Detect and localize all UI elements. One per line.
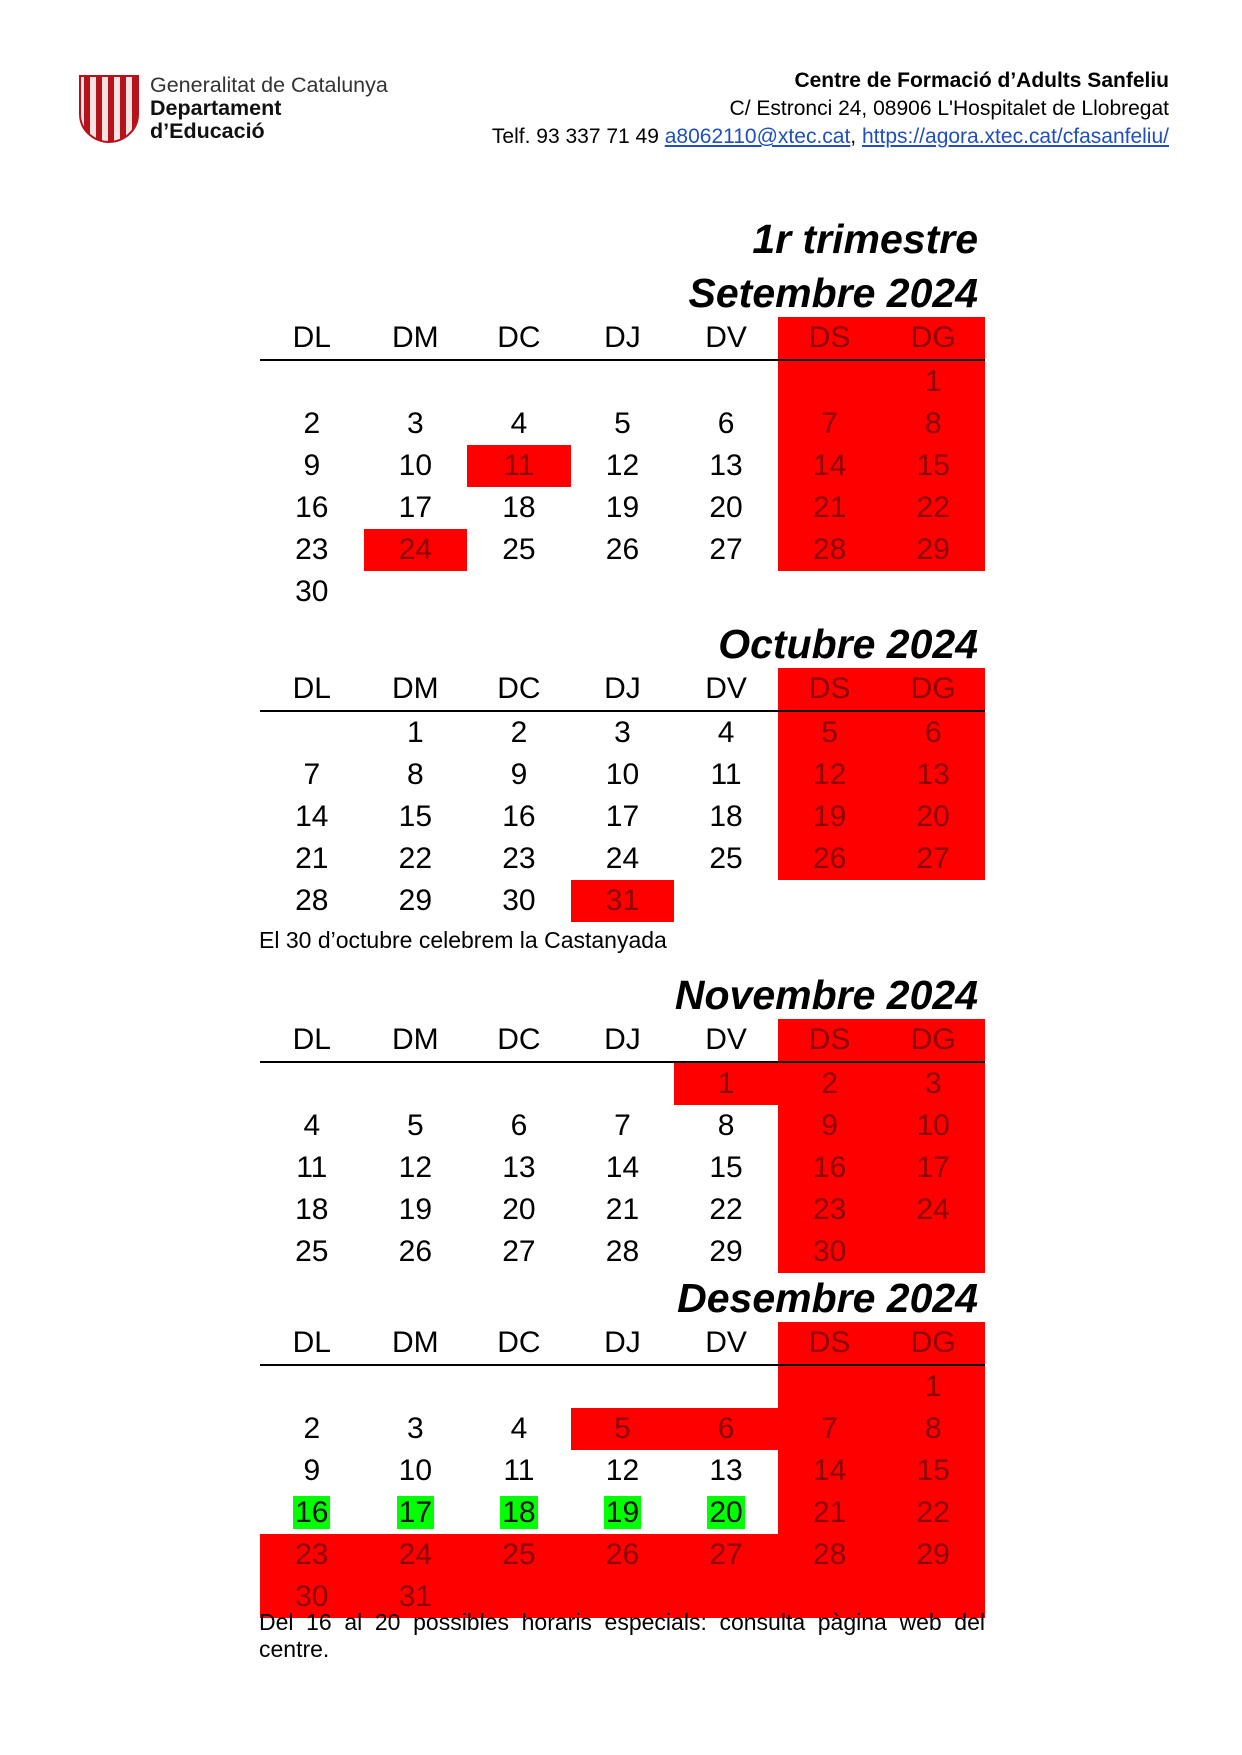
day-cell: 31 bbox=[364, 1576, 468, 1618]
month-title-octubre: Octubre 2024 bbox=[718, 621, 978, 667]
day-cell: 11 bbox=[467, 445, 571, 487]
day-cell bbox=[364, 571, 468, 613]
day-cell: 25 bbox=[709, 842, 743, 875]
day-cell: 1 bbox=[407, 716, 424, 749]
weekday-header bbox=[260, 317, 985, 361]
day-cell: 19 bbox=[778, 796, 882, 838]
day-cell: 21 bbox=[295, 842, 329, 875]
day-cell: 16 bbox=[778, 1147, 882, 1189]
day-cell: 5 bbox=[778, 712, 882, 754]
day-cell: 13 bbox=[709, 1454, 743, 1487]
day-cell: 7 bbox=[614, 1109, 631, 1142]
day-cell: 6 bbox=[881, 712, 985, 754]
logo-text bbox=[150, 74, 388, 143]
weekday-dl: DL bbox=[292, 672, 331, 705]
calendar-desembre bbox=[260, 1322, 985, 1618]
week-row bbox=[260, 1105, 985, 1147]
day-cell: 17 bbox=[881, 1147, 985, 1189]
day-cell bbox=[364, 1492, 468, 1534]
day-cell: 23 bbox=[260, 1534, 364, 1576]
day-cell bbox=[778, 361, 882, 403]
day-cell: 27 bbox=[674, 1534, 778, 1576]
day-cell: 17 bbox=[605, 800, 640, 833]
week-row bbox=[260, 1231, 985, 1273]
day-cell bbox=[260, 1366, 364, 1408]
day-cell: 18 bbox=[295, 1193, 329, 1226]
day-cell: 12 bbox=[605, 1454, 640, 1487]
weekday-dg: DG bbox=[881, 317, 985, 359]
day-cell: 21 bbox=[778, 487, 882, 529]
day-cell: 17 bbox=[398, 491, 433, 524]
day-cell: 31 bbox=[571, 880, 675, 922]
day-cell: 5 bbox=[407, 1109, 424, 1142]
weekday-ds: DS bbox=[778, 668, 882, 710]
week-row bbox=[260, 1408, 985, 1450]
day-cell: 25 bbox=[295, 1235, 329, 1268]
month-title-novembre: Novembre 2024 bbox=[674, 972, 978, 1018]
generalitat-logo-icon bbox=[78, 74, 140, 144]
day-number: 19 bbox=[605, 1496, 640, 1529]
weekday-dv: DV bbox=[705, 1023, 747, 1056]
day-cell: 23 bbox=[295, 533, 329, 566]
weekday-header bbox=[260, 1019, 985, 1063]
day-cell: 24 bbox=[364, 529, 468, 571]
day-cell bbox=[674, 571, 778, 613]
day-cell: 28 bbox=[295, 884, 329, 917]
day-cell: 3 bbox=[614, 716, 631, 749]
day-cell: 27 bbox=[709, 533, 743, 566]
logo-line-1: Generalitat de Catalunya bbox=[150, 73, 388, 97]
day-cell: 10 bbox=[605, 758, 640, 791]
day-cell: 7 bbox=[303, 758, 321, 791]
day-cell bbox=[778, 1366, 882, 1408]
day-cell: 18 bbox=[502, 491, 536, 524]
day-cell: 28 bbox=[778, 1534, 882, 1576]
week-row bbox=[260, 1189, 985, 1231]
day-cell: 14 bbox=[605, 1151, 640, 1184]
day-cell: 29 bbox=[398, 884, 433, 917]
day-cell bbox=[260, 1492, 364, 1534]
day-cell: 2 bbox=[303, 407, 321, 440]
month-title-desembre: Desembre 2024 bbox=[677, 1275, 978, 1321]
day-cell bbox=[467, 361, 571, 403]
weekday-dj: DJ bbox=[604, 321, 641, 354]
day-cell: 14 bbox=[295, 800, 329, 833]
week-row bbox=[260, 1366, 985, 1408]
center-info bbox=[492, 67, 1169, 151]
day-cell bbox=[674, 1366, 778, 1408]
day-cell: 3 bbox=[407, 407, 424, 440]
day-cell: 7 bbox=[778, 403, 882, 445]
day-cell: 3 bbox=[881, 1063, 985, 1105]
day-cell: 26 bbox=[398, 1235, 433, 1268]
weekday-dc: DC bbox=[497, 672, 541, 705]
day-cell: 29 bbox=[709, 1235, 743, 1268]
day-cell: 28 bbox=[778, 529, 882, 571]
day-cell: 18 bbox=[709, 800, 743, 833]
day-cell: 15 bbox=[398, 800, 433, 833]
day-cell bbox=[260, 1063, 364, 1105]
logo-line-2: Departament bbox=[150, 96, 282, 120]
day-cell: 20 bbox=[502, 1193, 536, 1226]
week-row bbox=[260, 754, 985, 796]
day-cell: 11 bbox=[503, 1454, 535, 1487]
weekday-dc: DC bbox=[497, 1023, 541, 1056]
day-cell bbox=[467, 1063, 571, 1105]
day-cell bbox=[674, 880, 778, 922]
day-cell bbox=[881, 880, 985, 922]
day-cell: 7 bbox=[778, 1408, 882, 1450]
weekday-dl: DL bbox=[292, 321, 331, 354]
website-link[interactable]: https://agora.xtec.cat/cfasanfeliu/ bbox=[861, 125, 1169, 148]
day-cell bbox=[364, 1366, 468, 1408]
center-address: C/ Estronci 24, 08906 L'Hospitalet de Llobregat bbox=[729, 97, 1169, 120]
day-cell: 8 bbox=[881, 403, 985, 445]
weekday-ds: DS bbox=[778, 317, 882, 359]
week-row bbox=[260, 880, 985, 922]
day-cell: 13 bbox=[709, 449, 743, 482]
weekday-header bbox=[260, 668, 985, 712]
week-row bbox=[260, 403, 985, 445]
logo-line-3: d’Educació bbox=[150, 119, 265, 143]
day-cell: 4 bbox=[510, 1412, 528, 1445]
day-cell: 13 bbox=[881, 754, 985, 796]
day-cell: 6 bbox=[510, 1109, 528, 1142]
day-cell: 10 bbox=[398, 449, 433, 482]
day-cell: 2 bbox=[778, 1063, 882, 1105]
weekday-ds: DS bbox=[778, 1019, 882, 1061]
day-cell: 22 bbox=[398, 842, 433, 875]
day-cell: 15 bbox=[881, 445, 985, 487]
day-cell: 26 bbox=[605, 533, 640, 566]
week-row bbox=[260, 1492, 985, 1534]
day-cell: 26 bbox=[571, 1534, 675, 1576]
day-cell: 24 bbox=[881, 1189, 985, 1231]
week-row bbox=[260, 1147, 985, 1189]
day-cell bbox=[571, 361, 675, 403]
weekday-dm: DM bbox=[392, 672, 439, 705]
week-row bbox=[260, 796, 985, 838]
weekday-dv: DV bbox=[705, 1326, 747, 1359]
weekday-dg: DG bbox=[881, 668, 985, 710]
weekday-dm: DM bbox=[392, 1023, 439, 1056]
day-cell: 6 bbox=[674, 1408, 778, 1450]
day-cell: 30 bbox=[778, 1231, 882, 1273]
day-cell bbox=[778, 571, 882, 613]
day-cell: 2 bbox=[303, 1412, 321, 1445]
week-row bbox=[260, 1450, 985, 1492]
day-cell bbox=[467, 571, 571, 613]
day-cell: 11 bbox=[710, 758, 742, 791]
day-cell bbox=[881, 571, 985, 613]
day-cell: 21 bbox=[778, 1492, 882, 1534]
day-number: 17 bbox=[398, 1496, 433, 1529]
day-cell: 4 bbox=[510, 407, 528, 440]
day-cell: 16 bbox=[295, 491, 329, 524]
day-cell: 9 bbox=[778, 1105, 882, 1147]
week-row bbox=[260, 1534, 985, 1576]
day-cell: 30 bbox=[260, 1576, 364, 1618]
day-cell: 16 bbox=[502, 800, 536, 833]
day-cell: 3 bbox=[407, 1412, 424, 1445]
day-cell: 23 bbox=[778, 1189, 882, 1231]
day-cell bbox=[778, 880, 882, 922]
day-cell bbox=[364, 1063, 468, 1105]
day-cell: 14 bbox=[778, 445, 882, 487]
day-cell: 8 bbox=[407, 758, 424, 791]
day-cell: 10 bbox=[881, 1105, 985, 1147]
day-cell bbox=[571, 571, 675, 613]
day-cell: 30 bbox=[502, 884, 536, 917]
day-cell: 27 bbox=[881, 838, 985, 880]
day-cell: 27 bbox=[502, 1235, 536, 1268]
day-cell: 29 bbox=[881, 1534, 985, 1576]
weekday-dg: DG bbox=[881, 1322, 985, 1364]
week-row bbox=[260, 571, 985, 613]
special-hours-note: Del 16 al 20 possibles horaris especials: consulta pàgina web del centre. bbox=[259, 1609, 985, 1662]
day-cell: 9 bbox=[510, 758, 528, 791]
weekday-dg: DG bbox=[881, 1019, 985, 1061]
day-cell: 30 bbox=[295, 575, 329, 608]
separator: , bbox=[850, 125, 857, 148]
day-number: 18 bbox=[502, 1496, 536, 1529]
day-cell: 12 bbox=[778, 754, 882, 796]
day-cell: 1 bbox=[674, 1063, 778, 1105]
day-cell: 4 bbox=[717, 716, 735, 749]
week-row bbox=[260, 529, 985, 571]
month-title-setembre: Setembre 2024 bbox=[688, 270, 978, 316]
day-cell bbox=[571, 1063, 675, 1105]
weekday-dv: DV bbox=[705, 321, 747, 354]
weekday-dc: DC bbox=[497, 1326, 541, 1359]
phone: Telf. 93 337 71 49 bbox=[491, 125, 659, 148]
castanyada-note: El 30 d’octubre celebrem la Castanyada bbox=[259, 927, 667, 953]
day-cell: 26 bbox=[778, 838, 882, 880]
week-row bbox=[260, 361, 985, 403]
day-cell bbox=[467, 1492, 571, 1534]
day-cell: 22 bbox=[881, 487, 985, 529]
center-name: Centre de Formació d’Adults Sanfeliu bbox=[794, 69, 1169, 92]
weekday-ds: DS bbox=[778, 1322, 882, 1364]
week-row bbox=[260, 712, 985, 754]
contact-line bbox=[492, 123, 1169, 151]
day-cell bbox=[364, 361, 468, 403]
day-cell: 29 bbox=[881, 529, 985, 571]
day-cell: 15 bbox=[881, 1450, 985, 1492]
day-cell: 5 bbox=[614, 407, 631, 440]
day-cell bbox=[571, 1366, 675, 1408]
day-cell: 12 bbox=[398, 1151, 433, 1184]
day-cell: 23 bbox=[502, 842, 536, 875]
weekday-dj: DJ bbox=[604, 672, 641, 705]
day-cell: 5 bbox=[571, 1408, 675, 1450]
day-number: 20 bbox=[709, 1496, 743, 1529]
day-cell: 25 bbox=[502, 533, 536, 566]
day-cell: 24 bbox=[605, 842, 640, 875]
day-cell: 20 bbox=[881, 796, 985, 838]
day-cell: 20 bbox=[709, 491, 743, 524]
day-cell: 14 bbox=[778, 1450, 882, 1492]
weekday-header bbox=[260, 1322, 985, 1366]
day-cell: 4 bbox=[303, 1109, 321, 1142]
day-cell bbox=[260, 712, 364, 754]
day-cell: 28 bbox=[605, 1235, 640, 1268]
week-row bbox=[260, 445, 985, 487]
day-cell: 8 bbox=[717, 1109, 735, 1142]
day-cell bbox=[674, 361, 778, 403]
day-cell: 22 bbox=[709, 1193, 743, 1226]
day-cell: 8 bbox=[881, 1408, 985, 1450]
week-row bbox=[260, 838, 985, 880]
weekday-dj: DJ bbox=[604, 1023, 641, 1056]
day-cell: 11 bbox=[296, 1151, 328, 1184]
weekday-dm: DM bbox=[392, 1326, 439, 1359]
calendar-novembre bbox=[260, 1019, 985, 1273]
weekday-dv: DV bbox=[705, 672, 747, 705]
day-cell: 13 bbox=[502, 1151, 536, 1184]
day-cell: 9 bbox=[303, 449, 321, 482]
day-cell: 10 bbox=[398, 1454, 433, 1487]
weekday-dm: DM bbox=[392, 321, 439, 354]
calendar-setembre bbox=[260, 317, 985, 613]
day-cell: 21 bbox=[605, 1193, 640, 1226]
day-cell: 22 bbox=[881, 1492, 985, 1534]
day-cell: 1 bbox=[881, 361, 985, 403]
day-cell: 9 bbox=[303, 1454, 321, 1487]
calendar-octubre bbox=[260, 668, 985, 922]
day-cell bbox=[467, 1366, 571, 1408]
day-cell bbox=[571, 1492, 675, 1534]
weekday-dc: DC bbox=[497, 321, 541, 354]
day-number: 16 bbox=[295, 1496, 329, 1529]
day-cell: 24 bbox=[364, 1534, 468, 1576]
day-cell: 15 bbox=[709, 1151, 743, 1184]
day-cell bbox=[881, 1231, 985, 1273]
day-cell: 6 bbox=[717, 407, 735, 440]
day-cell bbox=[674, 1492, 778, 1534]
day-cell: 19 bbox=[605, 491, 640, 524]
day-cell: 25 bbox=[467, 1534, 571, 1576]
day-cell bbox=[260, 361, 364, 403]
weekday-dj: DJ bbox=[604, 1326, 641, 1359]
day-cell: 1 bbox=[881, 1366, 985, 1408]
day-cell: 2 bbox=[510, 716, 528, 749]
week-row bbox=[260, 487, 985, 529]
email-link[interactable]: a8062110@xtec.cat bbox=[664, 125, 851, 148]
weekday-dl: DL bbox=[292, 1326, 331, 1359]
day-cell: 12 bbox=[605, 449, 640, 482]
day-cell: 19 bbox=[398, 1193, 433, 1226]
trimester-title: 1r trimestre bbox=[752, 216, 978, 262]
weekday-dl: DL bbox=[292, 1023, 331, 1056]
week-row bbox=[260, 1063, 985, 1105]
